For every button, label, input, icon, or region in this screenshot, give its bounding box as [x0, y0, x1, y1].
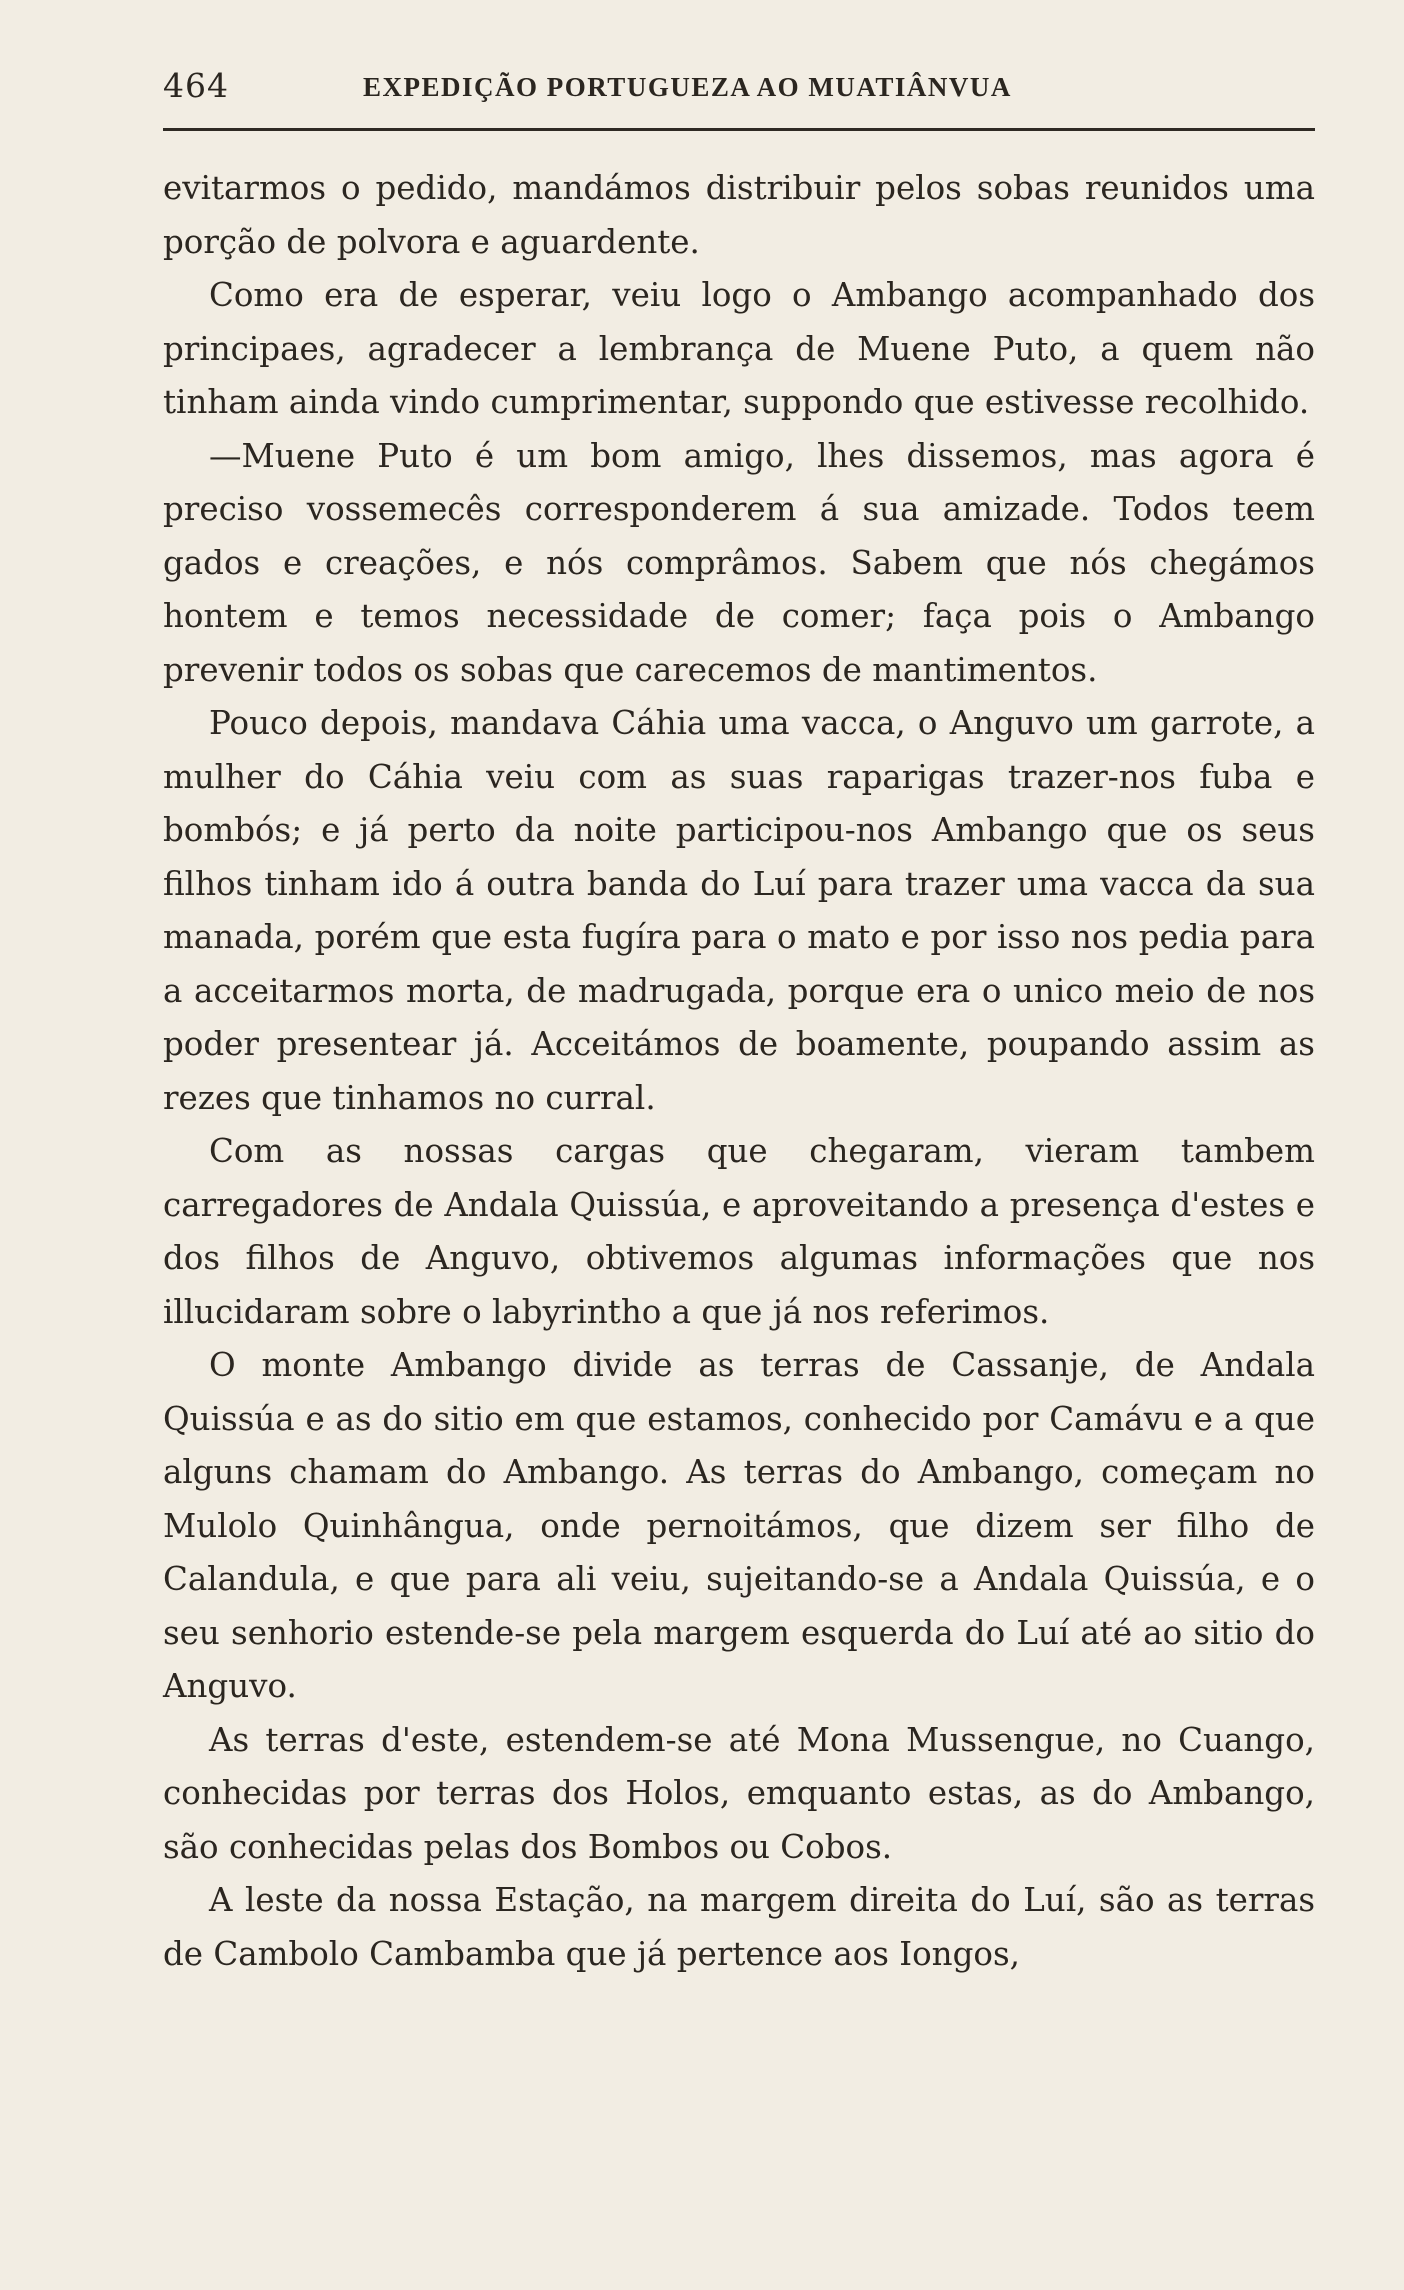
page-number: 464 [163, 66, 229, 105]
paragraph: Com as nossas cargas que chegaram, vieram tambem carregadores de Andala Quissúa, e aproveitando a presença d'estes e dos filhos de Anguvo, obtivemos algumas informações que nos illucidaram sobre o labyrintho a que já nos referimos. [163, 1132, 1315, 1331]
header-rule [163, 128, 1315, 131]
paragraph: —Muene Puto é um bom amigo, lhes dissemos, mas agora é preciso vossemecês corresponderem á sua amizade. Todos teem gados e creações, e nós comprâmos. Sabem que nós chegámos hontem e temos necessidade de comer; faça pois o Ambango prevenir todos os sobas que carecemos de mantimentos. [163, 436, 1315, 689]
body-text [163, 162, 1315, 1981]
running-title: EXPEDIÇÃO PORTUGUEZA AO MUATIÂNVUA [363, 72, 1012, 102]
paragraph: evitarmos o pedido, mandámos distribuir pelos sobas reunidos uma porção de polvora e aguardente. [163, 169, 1315, 261]
page-header [163, 62, 1315, 114]
paragraph: O monte Ambango divide as terras de Cassanje, de Andala Quissúa e as do sitio em que estamos, conhecido por Camávu e a que alguns chamam do Ambango. As terras do Ambango, começam no Mulolo Quinhângua, onde pernoitámos, que dizem ser filho de Calandula, e que para ali veiu, sujeitando-se a Andala Quissúa, e o seu senhorio estende-se pela margem esquerda do Luí até ao sitio do Anguvo. [163, 1346, 1315, 1705]
paragraph: Pouco depois, mandava Cáhia uma vacca, o Anguvo um garrote, a mulher do Cáhia veiu com as suas raparigas trazer-nos fuba e bombós; e já perto da noite participou-nos Ambango que os seus filhos tinham ido á outra banda do Luí para trazer uma vacca da sua manada, porém que esta fugíra para o mato e por isso nos pedia para a acceitarmos morta, de madrugada, porque era o unico meio de nos poder presentear já. Acceitámos de boamente, poupando assim as rezes que tinhamos no curral. [163, 704, 1315, 1117]
paragraph: Como era de esperar, veiu logo o Ambango acompanhado dos principaes, agradecer a lembrança de Muene Puto, a quem não tinham ainda vindo cumprimentar, suppondo que estivesse recolhido. [163, 276, 1315, 421]
paragraph: As terras d'este, estendem-se até Mona Mussengue, no Cuango, conhecidas por terras dos Holos, emquanto estas, as do Ambango, são conhecidas pelas dos Bombos ou Cobos. [163, 1720, 1315, 1866]
paragraph: A leste da nossa Estação, na margem direita do Luí, são as terras de Cambolo Cambamba que já pertence aos Iongos, [163, 1881, 1315, 1973]
